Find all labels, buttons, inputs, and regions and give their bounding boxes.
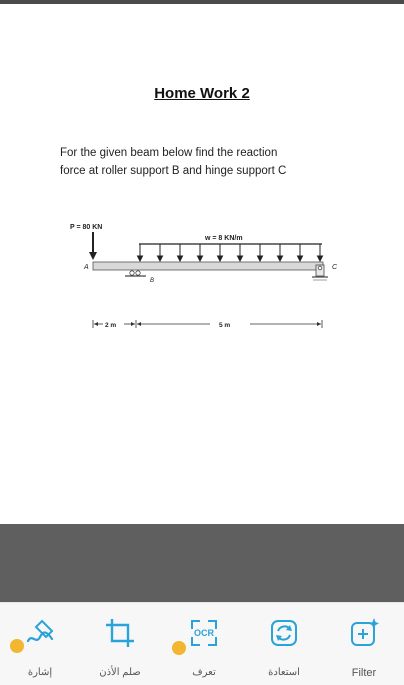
- beam-figure: [0, 216, 404, 336]
- dim-arrow-left: [94, 322, 98, 326]
- dim-arrow-right-end: [317, 322, 321, 326]
- sign-icon: [22, 615, 58, 651]
- ocr-icon-text: OCR: [194, 628, 214, 638]
- restore-icon: [266, 615, 302, 651]
- bottom-toolbar: [0, 602, 404, 685]
- problem-statement: [60, 144, 350, 180]
- ocr-tool-button[interactable]: [164, 603, 244, 685]
- ocr-tool-label: تعرف: [192, 667, 216, 678]
- point-load-arrowhead: [89, 252, 97, 260]
- problem-line-2: force at roller support B and hinge support C: [60, 165, 287, 177]
- premium-crown-icon: [172, 641, 186, 655]
- filter-tool-label: Filter: [351, 667, 377, 679]
- canvas-background: [0, 524, 404, 602]
- dim-arrow-right-start: [137, 322, 141, 326]
- point-load-label: P = 80 KN: [70, 224, 103, 231]
- restore-tool-button[interactable]: [244, 603, 324, 685]
- label-c: C: [332, 264, 338, 271]
- ocr-icon: [186, 615, 222, 651]
- dim-label-2m: 2 m: [105, 322, 117, 329]
- beam: [93, 262, 323, 270]
- crop-tool-button[interactable]: [80, 603, 160, 685]
- sign-tool-label: إشارة: [27, 667, 53, 678]
- title-text: Home Work 2: [154, 85, 250, 102]
- sign-tool-button[interactable]: [0, 603, 80, 685]
- dist-load-label: w = 8 KN/m: [205, 235, 243, 242]
- roller-support-b: [125, 271, 146, 276]
- crop-icon: [102, 615, 138, 651]
- page-title: [0, 85, 404, 102]
- problem-line-1: For the given beam below find the reaction: [60, 147, 278, 159]
- document-page: [0, 4, 404, 524]
- filter-icon: [346, 615, 382, 651]
- dim-label-5m: 5 m: [219, 322, 231, 329]
- dist-load-arrows: [138, 244, 323, 261]
- filter-tool-button[interactable]: [324, 603, 404, 685]
- dim-arrow-left-end: [131, 322, 135, 326]
- crop-tool-label: صلم الأذن: [99, 667, 141, 678]
- label-a: A: [84, 264, 89, 271]
- restore-tool-label: استعادة: [268, 667, 300, 678]
- label-b: B: [150, 278, 155, 284]
